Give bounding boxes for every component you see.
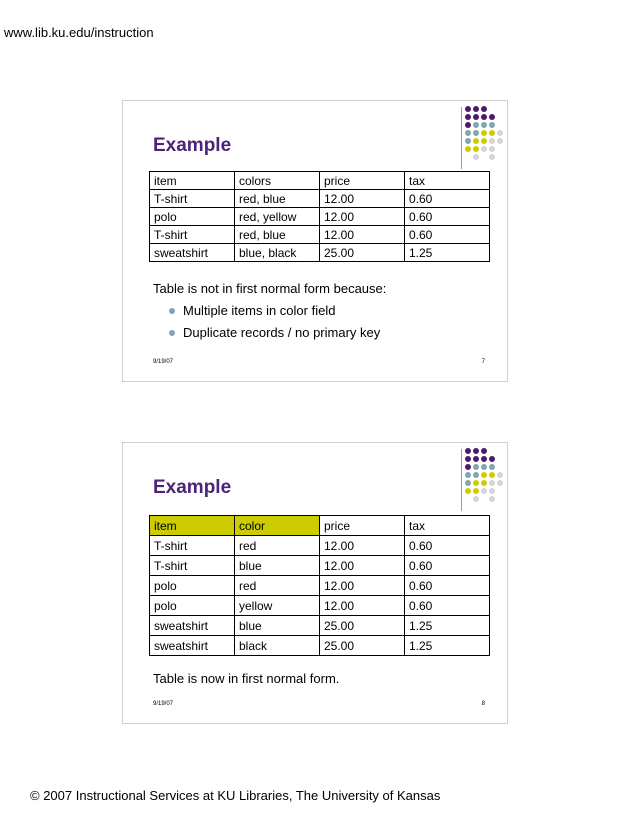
logo-dot	[489, 114, 495, 120]
table-header-cell: colors	[235, 172, 320, 190]
data-table	[149, 171, 490, 262]
divider-line	[461, 107, 462, 169]
bullet-text: Multiple items in color field	[183, 303, 336, 318]
logo-dot	[473, 448, 479, 454]
logo-dot	[481, 146, 487, 152]
logo-dot	[465, 488, 471, 494]
table-cell: sweatshirt	[150, 244, 235, 262]
table-cell: 12.00	[320, 596, 405, 616]
table-cell: 0.60	[405, 536, 490, 556]
bullet-item	[169, 325, 380, 340]
table-row	[150, 596, 490, 616]
table-cell: 25.00	[320, 636, 405, 656]
logo-dot	[481, 488, 487, 494]
logo-dot	[465, 122, 471, 128]
table-cell: T-shirt	[150, 556, 235, 576]
table-cell: 1.25	[405, 244, 490, 262]
table-cell: red, yellow	[235, 208, 320, 226]
logo-dot	[465, 114, 471, 120]
logo-dot	[473, 130, 479, 136]
logo-dot	[473, 138, 479, 144]
logo-dot	[481, 472, 487, 478]
table-header-row	[150, 172, 490, 190]
logo-dot	[465, 472, 471, 478]
table-cell: red, blue	[235, 226, 320, 244]
table-cell: 0.60	[405, 596, 490, 616]
footer-copyright: © 2007 Instructional Services at KU Libraries, The University of Kansas	[30, 788, 441, 803]
bullet-text: Duplicate records / no primary key	[183, 325, 381, 340]
logo-dot	[481, 138, 487, 144]
table-header-cell: price	[320, 516, 405, 536]
logo-dot	[473, 122, 479, 128]
table-header-cell: tax	[405, 516, 490, 536]
table-row	[150, 576, 490, 596]
logo-dot	[465, 456, 471, 462]
logo-dot	[481, 456, 487, 462]
bullet-dot-icon	[169, 330, 175, 336]
logo-dot	[497, 472, 503, 478]
table-cell: blue, black	[235, 244, 320, 262]
table-row	[150, 226, 490, 244]
logo-dot	[473, 464, 479, 470]
slide-8	[122, 442, 508, 724]
table-cell: 25.00	[320, 244, 405, 262]
table-header-row	[150, 516, 490, 536]
logo-dot	[497, 480, 503, 486]
logo-dot	[481, 106, 487, 112]
logo-dot	[465, 464, 471, 470]
logo-dot	[489, 456, 495, 462]
header-url: www.lib.ku.edu/instruction	[4, 25, 154, 40]
table-header-cell: item	[150, 172, 235, 190]
logo-dot	[489, 154, 495, 160]
logo-dot	[489, 488, 495, 494]
bullet-dot-icon	[169, 308, 175, 314]
table-cell: polo	[150, 576, 235, 596]
table-cell: T-shirt	[150, 190, 235, 208]
logo-dot	[489, 496, 495, 502]
table-header-cell: price	[320, 172, 405, 190]
logo-dot	[473, 496, 479, 502]
table-row	[150, 208, 490, 226]
bullet-item	[169, 303, 335, 318]
logo-dot	[489, 146, 495, 152]
table-cell: yellow	[235, 596, 320, 616]
table-header-cell-highlighted: color	[235, 516, 320, 536]
table-cell: 12.00	[320, 226, 405, 244]
table-cell: 0.60	[405, 576, 490, 596]
explanation-text: Table is now in first normal form.	[153, 671, 340, 686]
table-cell: blue	[235, 556, 320, 576]
table-cell: red	[235, 536, 320, 556]
slide-page-number: 8	[481, 701, 485, 707]
table-cell: sweatshirt	[150, 616, 235, 636]
table-cell: T-shirt	[150, 226, 235, 244]
logo-dot	[473, 114, 479, 120]
table-cell: polo	[150, 596, 235, 616]
logo-dot	[473, 488, 479, 494]
slide-title: Example	[153, 477, 232, 498]
table-cell: sweatshirt	[150, 636, 235, 656]
logo-dot	[489, 122, 495, 128]
table-cell: T-shirt	[150, 536, 235, 556]
logo-dot	[473, 456, 479, 462]
logo-dot	[489, 138, 495, 144]
table-cell: 12.00	[320, 556, 405, 576]
data-table	[149, 515, 490, 656]
logo-dot	[481, 480, 487, 486]
logo-dot	[465, 448, 471, 454]
logo-dot	[489, 472, 495, 478]
table-cell: 1.25	[405, 616, 490, 636]
logo-dot	[481, 130, 487, 136]
divider-line	[461, 449, 462, 511]
table-row	[150, 536, 490, 556]
table-row	[150, 190, 490, 208]
slide-page-number: 7	[481, 359, 485, 365]
logo-dot	[465, 106, 471, 112]
table-cell: polo	[150, 208, 235, 226]
logo-dot	[473, 472, 479, 478]
logo-dot	[489, 130, 495, 136]
table-row	[150, 556, 490, 576]
logo-dot	[489, 480, 495, 486]
table-cell: 12.00	[320, 576, 405, 596]
logo-dot	[481, 448, 487, 454]
slide-date: 9/19/07	[153, 359, 174, 365]
table-cell: red, blue	[235, 190, 320, 208]
slide-title: Example	[153, 135, 232, 156]
table-row	[150, 636, 490, 656]
table-cell: red	[235, 576, 320, 596]
logo-dot	[497, 130, 503, 136]
table-cell: black	[235, 636, 320, 656]
logo-dot	[465, 130, 471, 136]
table-header-cell-highlighted: item	[150, 516, 235, 536]
table-row	[150, 244, 490, 262]
logo-dot	[481, 464, 487, 470]
table-cell: 12.00	[320, 190, 405, 208]
logo-dot	[481, 114, 487, 120]
table-header-cell: tax	[405, 172, 490, 190]
table-cell: 12.00	[320, 536, 405, 556]
table-cell: 12.00	[320, 208, 405, 226]
logo-dot	[473, 154, 479, 160]
slide-7	[122, 100, 508, 382]
table-row	[150, 616, 490, 636]
slide-date: 9/19/07	[153, 701, 174, 707]
table-cell: 0.60	[405, 226, 490, 244]
logo-dot	[473, 146, 479, 152]
table-cell: 25.00	[320, 616, 405, 636]
logo-dot	[497, 138, 503, 144]
logo-dot	[489, 464, 495, 470]
table-cell: 0.60	[405, 208, 490, 226]
logo-dot	[481, 122, 487, 128]
logo-dot	[465, 480, 471, 486]
table-cell: blue	[235, 616, 320, 636]
table-cell: 1.25	[405, 636, 490, 656]
table-cell: 0.60	[405, 190, 490, 208]
logo-dot	[465, 146, 471, 152]
logo-dot	[473, 106, 479, 112]
explanation-text: Table is not in first normal form because:	[153, 281, 387, 296]
logo-dot	[465, 138, 471, 144]
table-cell: 0.60	[405, 556, 490, 576]
logo-dot	[473, 480, 479, 486]
